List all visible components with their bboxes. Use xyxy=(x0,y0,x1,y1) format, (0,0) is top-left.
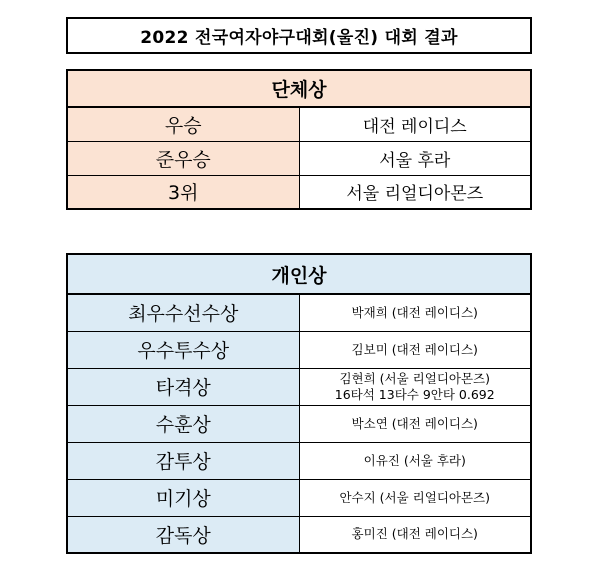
individual-awards-table xyxy=(66,253,532,554)
award-winner-cell xyxy=(299,368,531,405)
table-row xyxy=(67,405,531,442)
table-row xyxy=(67,294,531,331)
award-winner: 대전 레이디스 xyxy=(299,107,531,141)
award-winner: 이유진 (서울 후라) xyxy=(299,442,531,479)
table-row xyxy=(67,368,531,405)
award-label: 미기상 xyxy=(67,479,299,516)
award-label: 타격상 xyxy=(67,368,299,405)
award-winner: 안수지 (서울 리얼디아몬즈) xyxy=(299,479,531,516)
individual-awards-header: 개인상 xyxy=(67,254,531,294)
award-label: 우승 xyxy=(67,107,299,141)
table-row xyxy=(67,331,531,368)
award-label: 우수투수상 xyxy=(67,331,299,368)
table-row xyxy=(67,442,531,479)
batting-stats: 16타석 13타수 9안타 0.692 xyxy=(334,386,495,402)
award-label: 3위 xyxy=(67,175,299,209)
table-row xyxy=(67,107,531,141)
award-winner: 홍미진 (대전 레이디스) xyxy=(299,516,531,553)
award-winner: 박소연 (대전 레이디스) xyxy=(299,405,531,442)
table-row xyxy=(67,479,531,516)
award-winner: 김현희 (서울 리얼디아몬즈) xyxy=(339,370,491,386)
page-title-text: 2022 전국여자야구대회(울진) 대회 결과 xyxy=(140,28,458,48)
award-label: 수훈상 xyxy=(67,405,299,442)
individual-awards-header-row xyxy=(67,254,531,294)
team-awards-table xyxy=(66,69,532,210)
award-winner: 김보미 (대전 레이디스) xyxy=(299,331,531,368)
table-row xyxy=(67,175,531,209)
table-row xyxy=(67,141,531,175)
award-label: 최우수선수상 xyxy=(67,294,299,331)
award-label: 감투상 xyxy=(67,442,299,479)
team-awards-header: 단체상 xyxy=(67,70,531,107)
award-winner: 박재희 (대전 레이디스) xyxy=(299,294,531,331)
award-winner: 서울 리얼디아몬즈 xyxy=(299,175,531,209)
table-row xyxy=(67,516,531,553)
page-title xyxy=(66,17,532,54)
award-label: 준우승 xyxy=(67,141,299,175)
award-label: 감독상 xyxy=(67,516,299,553)
team-awards-header-row xyxy=(67,70,531,107)
award-winner: 서울 후라 xyxy=(299,141,531,175)
